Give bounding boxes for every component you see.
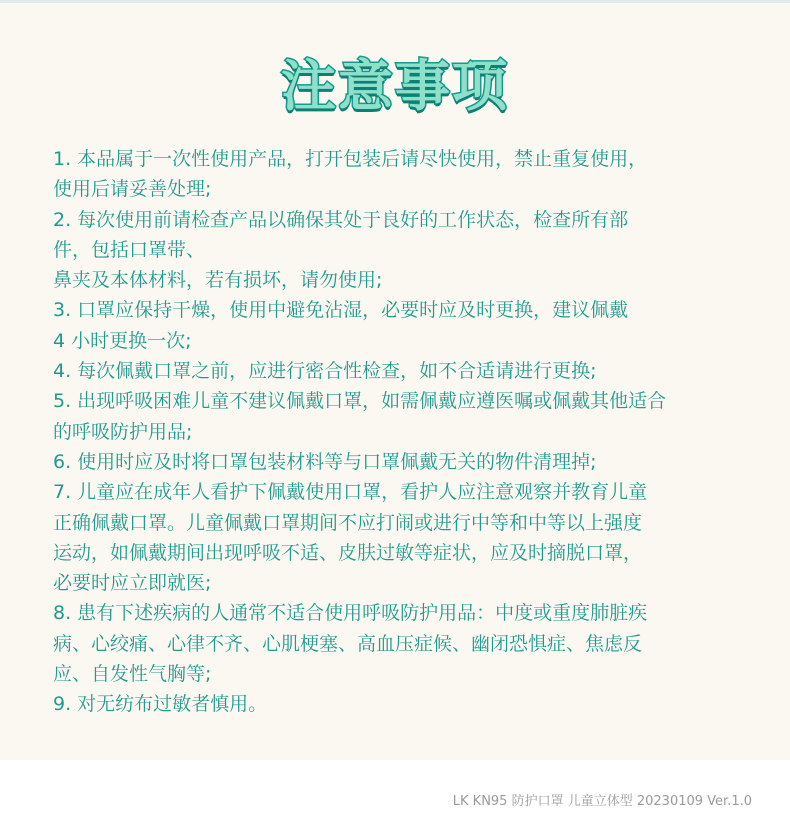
notice-line: 2. 每次使用前请检查产品以确保其处于良好的工作状态，检查所有部 bbox=[53, 208, 629, 231]
notice-line: 件，包括口罩带、 bbox=[53, 238, 206, 261]
notice-item-4 bbox=[53, 356, 753, 386]
notice-panel bbox=[0, 3, 790, 760]
notice-item-1 bbox=[53, 144, 753, 205]
notice-line: 正确佩戴口罩。儿童佩戴口罩期间不应打闹或进行中等和中等以上强度 bbox=[53, 511, 643, 534]
notice-line: 9. 对无纺布过敏者慎用。 bbox=[53, 693, 268, 716]
notice-item-3 bbox=[53, 295, 753, 356]
footer-version-text: LK KN95 防护口罩 儿童立体型 20230109 Ver.1.0 bbox=[452, 794, 752, 809]
notice-line: 使用后请妥善处理; bbox=[53, 178, 212, 201]
notice-line: 运动，如佩戴期间出现呼吸不适、皮肤过敏等症状，应及时摘脱口罩， bbox=[53, 541, 643, 564]
notice-item-9 bbox=[53, 689, 753, 719]
notice-title: 注意事项 bbox=[280, 54, 509, 118]
notice-item-8 bbox=[53, 598, 753, 689]
notice-line: 7. 儿童应在成年人看护下佩戴使用口罩，看护人应注意观察并教育儿童 bbox=[53, 481, 648, 504]
notice-line: 5. 出现呼吸困难儿童不建议佩戴口罩，如需佩戴应遵医嘱或佩戴其他适合 bbox=[53, 390, 667, 413]
notice-line: 的呼吸防护用品; bbox=[53, 420, 193, 443]
notice-line: 4. 每次佩戴口罩之前，应进行密合性检查，如不合适请进行更换; bbox=[53, 360, 597, 383]
notice-line: 6. 使用时应及时将口罩包装材料等与口罩佩戴无关的物件清理掉; bbox=[53, 450, 597, 473]
notice-line: 必要时应立即就医; bbox=[53, 572, 212, 595]
notice-item-5 bbox=[53, 386, 753, 447]
notice-item-2 bbox=[53, 205, 753, 296]
notice-line: 应、自发性气胸等; bbox=[53, 663, 212, 686]
notice-list bbox=[53, 144, 753, 720]
notice-line: 3. 口罩应保持干燥，使用中避免沾湿，必要时应及时更换，建议佩戴 bbox=[53, 299, 629, 322]
notice-item-6 bbox=[53, 447, 753, 477]
notice-line: 鼻夹及本体材料，若有损坏，请勿使用; bbox=[53, 269, 383, 292]
notice-line: 病、心绞痛、心律不齐、心肌梗塞、高血压症候、幽闭恐惧症、焦虑反 bbox=[53, 632, 643, 655]
notice-line: 1. 本品属于一次性使用产品，打开包装后请尽快使用，禁止重复使用， bbox=[53, 148, 648, 170]
notice-item-7 bbox=[53, 477, 753, 598]
notice-line: 4 小时更换一次; bbox=[53, 329, 192, 352]
notice-line: 8. 患有下述疾病的人通常不适合使用呼吸防护用品：中度或重度肺脏疾 bbox=[53, 602, 648, 625]
